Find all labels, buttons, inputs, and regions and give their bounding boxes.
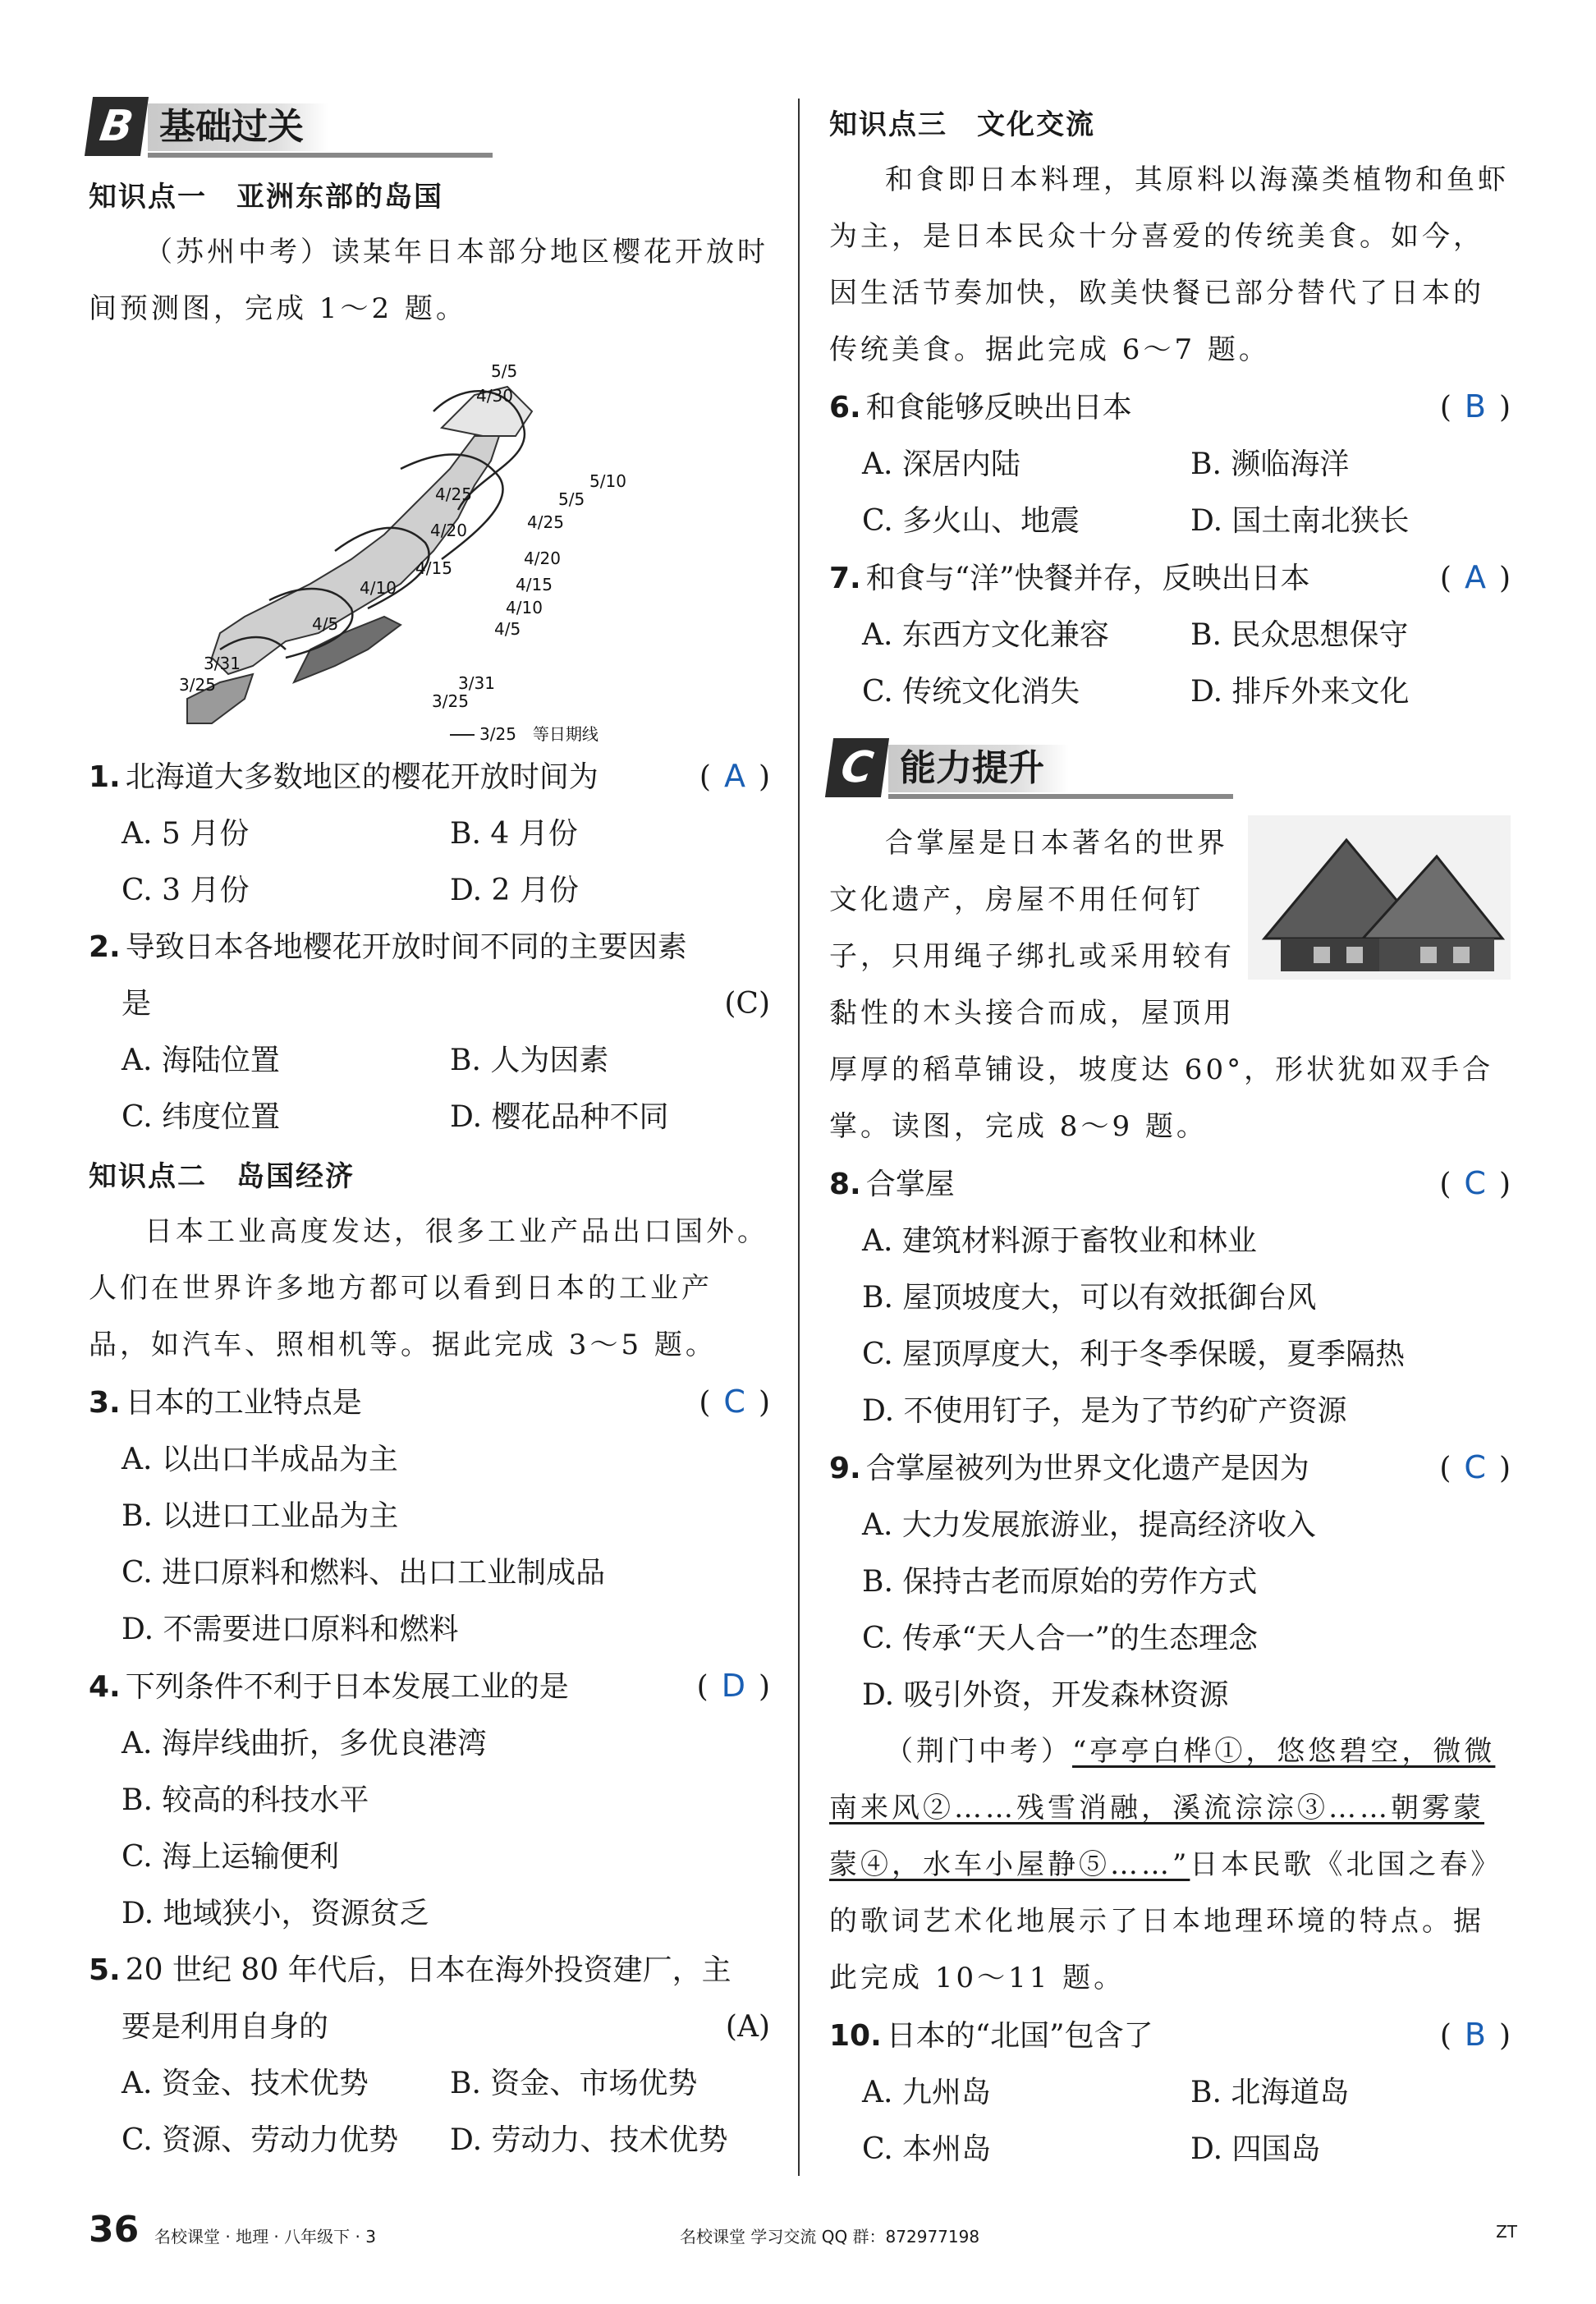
option: A. 资金、技术优势 — [122, 2067, 369, 2100]
intro-5-source: （荆门中考） — [885, 1735, 1072, 1768]
qq-group: 名校课堂 学习交流 QQ 群：872977198 — [680, 2227, 980, 2247]
option: C. 本州岛 — [862, 2132, 992, 2166]
option: C. 资源、劳动力优势 — [122, 2123, 399, 2157]
answer-4: D — [721, 1668, 745, 1704]
question-1: 1. 北海道大多数地区的樱花开放时间为 ( A ) — [89, 748, 770, 805]
option: D. 排斥外来文化 — [1190, 675, 1410, 709]
option: D. 不需要进口原料和燃料 — [122, 1613, 459, 1646]
answer-bracket: (A) — [725, 2010, 770, 2044]
map-label: 4/5 — [312, 614, 339, 634]
page-number: 36 — [89, 2209, 140, 2251]
option: A. 东西方文化兼容 — [862, 618, 1109, 652]
question-2: 2. 导致日本各地樱花开放时间不同的主要因素 — [89, 930, 687, 964]
option: D. 2 月份 — [450, 874, 579, 907]
gassho-house-photo — [1248, 815, 1511, 980]
japan-cherry-blossom-map — [89, 337, 770, 748]
right-column — [829, 90, 1511, 2178]
map-label: 5/10 — [589, 471, 626, 491]
page-footer — [89, 2209, 1517, 2250]
question-4: 4. 下列条件不利于日本发展工业的是 ( D ) — [89, 1658, 770, 1715]
options-4 — [89, 1715, 770, 1942]
map-label: 4/25 — [527, 512, 564, 532]
option: C. 纬度位置 — [122, 1100, 281, 1134]
intro-3: 和食即日本料理，其原料以海藻类植物和鱼虾为主，是日本民众十分喜爱的传统美食。如今，因生活节奏加快，欧美快餐已部分替代了日本的传统美食。据此完成 6～7 题。 — [829, 163, 1509, 366]
answer-bracket: ( C ) — [1439, 1449, 1511, 1485]
options-10 — [829, 2064, 1511, 2178]
map-label: 3/25 — [432, 691, 469, 711]
option: B. 以进口工业品为主 — [122, 1499, 399, 1533]
map-label: 4/10 — [506, 598, 543, 617]
question-6: 6. 和食能够反映出日本 ( B ) — [829, 379, 1511, 436]
map-label: 4/10 — [360, 578, 397, 598]
options-3 — [89, 1431, 770, 1658]
question-8: 8. 合掌屋 ( C ) — [829, 1155, 1511, 1213]
answer-7: A — [1464, 559, 1486, 595]
map-label: 5/5 — [491, 361, 518, 381]
intro-5-tail: 日本民歌《北国之春》的歌词艺术化地展示了日本地理环境的特点。据此完成 10～11 题。 — [829, 1848, 1502, 1994]
question-5: 5. 20 世纪 80 年代后，日本在海外投资建厂，主 — [89, 1953, 732, 1987]
book-title: 名校课堂 · 地理 · 八年级下 · 3 — [154, 2227, 376, 2247]
option: A. 以出口半成品为主 — [122, 1443, 398, 1476]
intro-1: （苏州中考）读某年日本部分地区樱花开放时间预测图，完成 1～2 题。 — [89, 236, 768, 325]
option: D. 不使用钉子，是为了节约矿产资源 — [862, 1394, 1347, 1428]
options-9 — [829, 1497, 1511, 1723]
option: A. 建筑材料源于畜牧业和林业 — [862, 1224, 1257, 1258]
option: A. 大力发展旅游业，提高经济收入 — [862, 1508, 1316, 1542]
answer-bracket: ( D ) — [696, 1668, 770, 1704]
question-7: 7. 和食与“洋”快餐并存，反映出日本 ( A ) — [829, 549, 1511, 607]
options-8 — [829, 1213, 1511, 1439]
intro-5-lyrics: “亭亭白桦①，悠悠碧空，微微南来风②……残雪消融，溪流淙淙③……朝雾蒙蒙④，水车小屋静⑤……” — [829, 1735, 1496, 1881]
map-label: 3/31 — [204, 654, 241, 673]
map-label: 4/30 — [476, 386, 513, 406]
banner-title: 基础过关 — [148, 103, 328, 151]
answer-bracket: ( B ) — [1439, 388, 1511, 425]
option: C. 传统文化消失 — [862, 675, 1080, 709]
question-2-cont: 是 (C) — [89, 975, 770, 1032]
left-column — [89, 90, 770, 2169]
column-divider — [798, 99, 800, 2176]
banner-letter: B — [85, 97, 149, 156]
knowledge-point-1: 知识点一 亚洲东部的岛国 — [89, 181, 443, 213]
option: A. 5 月份 — [122, 817, 250, 851]
option: D. 樱花品种不同 — [450, 1100, 669, 1134]
edition-code: ZT — [1496, 2222, 1517, 2242]
options-5 — [89, 2055, 770, 2169]
question-10: 10. 日本的“北国”包含了 ( B ) — [829, 2007, 1511, 2064]
option: B. 保持古老而原始的劳作方式 — [862, 1565, 1258, 1599]
option: B. 4 月份 — [450, 817, 578, 851]
answer-9: C — [1464, 1449, 1486, 1485]
map-label: 3/31 — [458, 673, 495, 693]
intro-5 — [829, 1723, 1511, 2007]
option: D. 劳动力、技术优势 — [450, 2123, 728, 2157]
answer-bracket: ( C ) — [1439, 1165, 1511, 1201]
banner-underline — [888, 794, 1233, 799]
answer-1: A — [723, 758, 745, 794]
option: A. 海陆位置 — [122, 1044, 280, 1077]
answer-8: C — [1464, 1165, 1486, 1201]
banner-title: 能力提升 — [888, 745, 1069, 792]
option: C. 3 月份 — [122, 874, 250, 907]
question-9: 9. 合掌屋被列为世界文化遗产是因为 ( C ) — [829, 1439, 1511, 1497]
option: B. 北海道岛 — [1190, 2076, 1350, 2109]
answer-bracket: ( B ) — [1439, 2017, 1511, 2053]
option: C. 海上运输便利 — [122, 1840, 340, 1874]
option: D. 吸引外资，开发森林资源 — [862, 1678, 1229, 1712]
map-label: 4/15 — [516, 575, 553, 594]
option: C. 进口原料和燃料、出口工业制成品 — [122, 1556, 606, 1590]
option: A. 深居内陆 — [862, 447, 1020, 481]
options-1 — [89, 805, 770, 919]
map-label: 4/20 — [430, 521, 467, 540]
answer-bracket: ( A ) — [699, 758, 770, 794]
options-2 — [89, 1032, 770, 1145]
answer-bracket: (C) — [724, 987, 770, 1021]
option: B. 民众思想保守 — [1190, 618, 1409, 652]
answer-6: B — [1464, 388, 1486, 425]
answer-2: C — [736, 987, 759, 1021]
answer-10: B — [1464, 2017, 1486, 2053]
knowledge-point-2: 知识点二 岛国经济 — [89, 1160, 355, 1193]
question-3: 3. 日本的工业特点是 ( C ) — [89, 1374, 770, 1431]
map-label: 5/5 — [558, 489, 585, 509]
answer-3: C — [723, 1384, 745, 1420]
answer-bracket: ( C ) — [699, 1384, 770, 1420]
banner-underline — [148, 153, 493, 158]
map-label: 4/5 — [494, 619, 521, 639]
option: C. 多火山、地震 — [862, 504, 1080, 538]
map-label: 3/25 — [179, 675, 216, 695]
options-6 — [829, 436, 1511, 549]
map-label: 4/15 — [415, 558, 452, 578]
question-5-cont: 要是利用自身的 (A) — [89, 1999, 770, 2055]
option: B. 资金、市场优势 — [450, 2067, 698, 2100]
intro-4: 合掌屋是日本著名的世界文化遗产，房屋不用任何钉子，只用绳子绑扎或采用较有黏性的木头接合而成，屋顶用厚厚的稻草铺设，坡度达 60°，形状犹如双手合掌。读图，完成 8～9 题。 — [829, 827, 1494, 1143]
option: B. 屋顶坡度大，可以有效抵御台风 — [862, 1281, 1317, 1315]
option: D. 四国岛 — [1190, 2132, 1321, 2166]
knowledge-point-3: 知识点三 文化交流 — [829, 108, 1095, 141]
section-banner-advanced — [829, 732, 1511, 805]
option: A. 九州岛 — [862, 2076, 991, 2109]
option: B. 濒临海洋 — [1190, 447, 1350, 481]
option: B. 较高的科技水平 — [122, 1783, 369, 1817]
option: C. 屋顶厚度大，利于冬季保暖，夏季隔热 — [862, 1338, 1406, 1371]
map-legend: 3/25 等日期线 — [479, 724, 598, 744]
intro-2: 日本工业高度发达，很多工业产品出口国外。人们在世界许多地方都可以看到日本的工业产品，如汽车、照相机等。据此完成 3～5 题。 — [89, 1215, 768, 1361]
option: C. 传承“天人合一”的生态理念 — [862, 1622, 1258, 1655]
option: A. 海岸线曲折，多优良港湾 — [122, 1727, 487, 1760]
map-label: 4/25 — [435, 484, 472, 504]
answer-bracket: ( A ) — [1439, 559, 1511, 595]
map-label: 4/20 — [524, 548, 561, 568]
answer-5: A — [736, 2010, 759, 2044]
option: D. 国土南北狭长 — [1190, 504, 1410, 538]
banner-letter: C — [825, 738, 889, 797]
option: D. 地域狭小，资源贫乏 — [122, 1897, 429, 1930]
options-7 — [829, 607, 1511, 720]
section-banner-basic — [89, 90, 770, 164]
option: B. 人为因素 — [450, 1044, 609, 1077]
